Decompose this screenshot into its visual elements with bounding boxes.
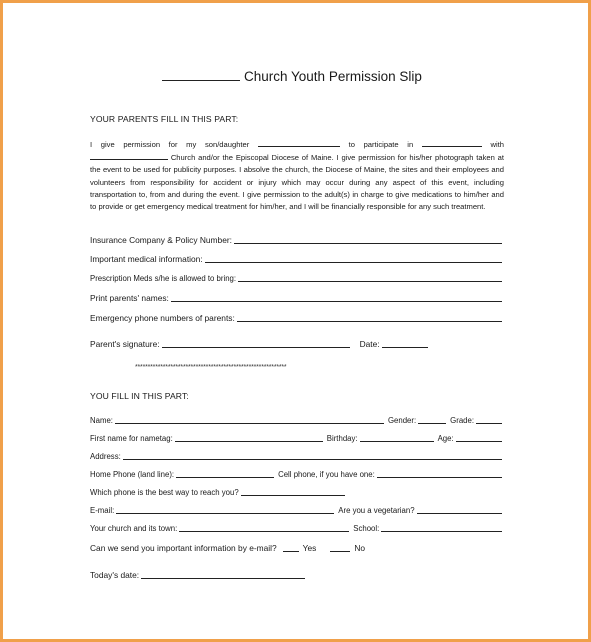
nametag-row bbox=[90, 434, 506, 443]
todays-date-label: Today's date: bbox=[90, 570, 140, 580]
cell-phone-field[interactable] bbox=[377, 476, 502, 478]
name-field[interactable] bbox=[115, 422, 384, 424]
insurance-row bbox=[90, 235, 506, 245]
event-blank[interactable] bbox=[422, 138, 482, 147]
cell-phone-label: Cell phone, if you have one: bbox=[278, 470, 375, 479]
church-name-blank[interactable] bbox=[162, 69, 240, 81]
vegetarian-field[interactable] bbox=[417, 512, 502, 514]
permission-paragraph bbox=[90, 138, 504, 213]
date-field[interactable] bbox=[382, 346, 428, 348]
parents-names-row bbox=[90, 293, 506, 303]
para-text-b: to participate in bbox=[348, 140, 414, 149]
church-field[interactable] bbox=[179, 530, 349, 532]
meds-row bbox=[90, 274, 506, 283]
meds-field[interactable] bbox=[238, 280, 502, 282]
first-name-label: First name for nametag: bbox=[90, 434, 173, 443]
age-label: Age: bbox=[437, 434, 454, 443]
address-label: Address: bbox=[90, 452, 121, 461]
school-field[interactable] bbox=[381, 530, 502, 532]
parents-names-label: Print parents' names: bbox=[90, 293, 169, 303]
no-label: No bbox=[354, 543, 366, 553]
gender-label: Gender: bbox=[387, 416, 417, 425]
gender-field[interactable] bbox=[418, 422, 446, 424]
name-label: Name: bbox=[90, 416, 113, 425]
parents-names-field[interactable] bbox=[171, 300, 502, 302]
section-divider: ************************************************************ bbox=[135, 364, 287, 371]
church-label: Your church and its town: bbox=[90, 524, 178, 533]
email-consent-row bbox=[90, 543, 506, 553]
para-text-c: with bbox=[490, 140, 505, 149]
emergency-field[interactable] bbox=[237, 320, 502, 322]
insurance-label: Insurance Company & Policy Number: bbox=[90, 235, 232, 245]
church-blank[interactable] bbox=[90, 151, 168, 160]
yes-blank[interactable] bbox=[283, 550, 299, 552]
name-row bbox=[90, 416, 506, 425]
para-text-a: I give permission for my son/daughter bbox=[90, 140, 250, 149]
todays-date-field[interactable] bbox=[141, 577, 305, 579]
home-phone-label: Home Phone (land line): bbox=[90, 470, 175, 479]
grade-label: Grade: bbox=[450, 416, 474, 425]
insurance-field[interactable] bbox=[234, 242, 502, 244]
emergency-label: Emergency phone numbers of parents: bbox=[90, 313, 235, 323]
best-phone-field[interactable] bbox=[241, 494, 345, 496]
para-text-d: Church and/or the Episcopal Diocese of Maine. I give permission for his/her photograph taken at the event to be used for publicity purposes. I absolve the church, the Diocese of Maine, the sites and their employees and volunteers from responsibility for accident or injury which may occur during any aspect of this event, including transportation to, from and during the event. I give permission to the adult(s) in charge to give medications to him/her and to provide or get emergency medical treatment for him/her, and I will be financially responsible for any such treatment. bbox=[90, 153, 504, 212]
signature-field[interactable] bbox=[162, 346, 350, 348]
vegetarian-label: Are you a vegetarian? bbox=[338, 506, 415, 515]
todays-date-row bbox=[90, 570, 506, 580]
title-text: Church Youth Permission Slip bbox=[244, 69, 422, 84]
school-label: School: bbox=[353, 524, 380, 533]
age-field[interactable] bbox=[456, 440, 502, 442]
phone-row bbox=[90, 470, 506, 479]
medical-label: Important medical information: bbox=[90, 254, 203, 264]
medical-row bbox=[90, 254, 506, 264]
medical-field[interactable] bbox=[205, 261, 502, 263]
emergency-row bbox=[90, 313, 506, 323]
address-row bbox=[90, 452, 506, 461]
address-field[interactable] bbox=[123, 458, 502, 460]
best-phone-label: Which phone is the best way to reach you? bbox=[90, 488, 239, 497]
email-row bbox=[90, 506, 506, 515]
grade-field[interactable] bbox=[476, 422, 502, 424]
yes-label: Yes bbox=[302, 543, 317, 553]
you-section-heading: YOU FILL IN THIS PART: bbox=[90, 391, 189, 401]
parents-section-heading: YOUR PARENTS FILL IN THIS PART: bbox=[90, 114, 239, 124]
child-name-blank[interactable] bbox=[258, 138, 340, 147]
page-title bbox=[162, 69, 422, 84]
meds-label: Prescription Meds s/he is allowed to bring: bbox=[90, 274, 237, 283]
date-label: Date: bbox=[359, 339, 380, 349]
signature-label: Parent's signature: bbox=[90, 339, 160, 349]
birthday-label: Birthday: bbox=[326, 434, 358, 443]
no-blank[interactable] bbox=[330, 550, 350, 552]
email-field[interactable] bbox=[116, 512, 334, 514]
church-row bbox=[90, 524, 506, 533]
email-label: E-mail: bbox=[90, 506, 115, 515]
first-name-field[interactable] bbox=[175, 440, 323, 442]
home-phone-field[interactable] bbox=[176, 476, 274, 478]
birthday-field[interactable] bbox=[360, 440, 434, 442]
signature-row bbox=[90, 339, 506, 349]
email-consent-label: Can we send you important information by e-mail? bbox=[90, 543, 277, 553]
best-phone-row bbox=[90, 488, 506, 497]
